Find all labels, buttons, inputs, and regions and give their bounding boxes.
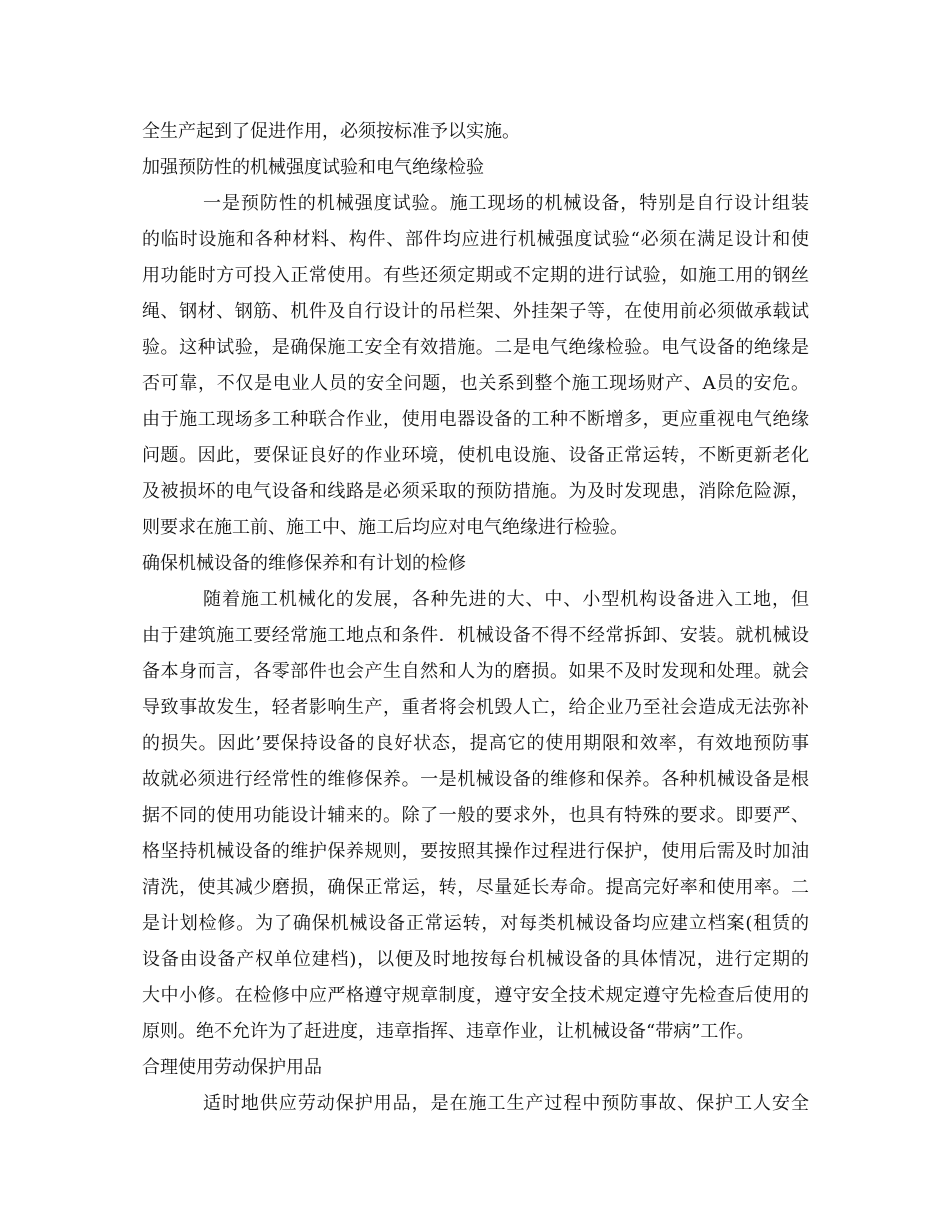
body-line: 及被损坏的电气设备和线路是必须采取的预防措施。为及时发现患，消除危险源， (142, 481, 809, 502)
body-line: 清洗，使其减少磨损，确保正常运，转，尽量延长寿命。提高完好率和使用率。二 (142, 877, 809, 898)
body-line: 问题。因此，要保证良好的作业环境，使机电设施、设备正常运转，不断更新老化 (142, 445, 809, 466)
body-line: 导致事故发生，轻者影响生产，重者将会机毁人亡，给企业乃至社会造成无法弥补 (142, 697, 809, 718)
body-line: 故就必须进行经常性的维修保养。一是机械设备的维修和保养。各种机械设备是根 (142, 769, 809, 790)
body-line: 随着施工机械化的发展，各种先进的大、中、小型机构设备进入工地，但 (203, 589, 809, 610)
section-heading: 确保机械设备的维修保养和有计划的检修 (142, 553, 466, 574)
body-line: 设备由设备产权单位建档)，以便及时地按每台机械设备的具体情况，进行定期的 (142, 949, 809, 970)
section-heading: 加强预防性的机械强度试验和电气绝缘检验 (142, 157, 484, 178)
body-line: 由于建筑施工要经常施工地点和条件．机械设备不得不经常拆卸、安装。就机械设 (142, 625, 809, 646)
body-line: 否可靠，不仅是电业人员的安全问题，也关系到整个施工现场财产、A员的安危。 (142, 373, 809, 394)
body-line: 一是预防性的机械强度试验。施工现场的机械设备，特别是自行设计组装 (203, 193, 809, 214)
body-line: 原则。绝不允许为了赶进度，违章指挥、违章作业，让机械设备“带病”工作。 (142, 1021, 755, 1042)
body-line: 绳、钢材、钢筋、机件及自行设计的吊栏架、外挂架子等，在使用前必须做承载试 (142, 301, 809, 322)
body-line: 用功能时方可投入正常使用。有些还须定期或不定期的进行试验，如施工用的钢丝 (142, 265, 809, 286)
body-line: 的损失。因此’要保持设备的良好状态，提高它的使用期限和效率，有效地预防事 (142, 733, 809, 754)
body-line: 验。这种试验，是确保施工安全有效措施。二是电气绝缘检验。电气设备的绝缘是 (142, 337, 809, 358)
body-line: 由于施工现场多工种联合作业，使用电器设备的工种不断增多，更应重视电气绝缘 (142, 409, 809, 430)
body-line: 备本身而言，各零部件也会产生自然和人为的磨损。如果不及时发现和处理。就会 (142, 661, 809, 682)
body-line: 全生产起到了促进作用，必须按标准予以实施。 (142, 121, 520, 142)
section-heading: 合理使用劳动保护用品 (142, 1057, 322, 1078)
body-line: 据不同的使用功能设计辅来的。除了一般的要求外，也具有特殊的要求。即要严、 (142, 805, 809, 826)
body-line: 则要求在施工前、施工中、施工后均应对电气绝缘进行检验。 (142, 517, 628, 538)
body-line: 适时地供应劳动保护用品，是在施工生产过程中预防事故、保护工人安全 (203, 1093, 809, 1114)
body-line: 是计划检修。为了确保机械设备正常运转，对每类机械设备均应建立档案(租赁的 (142, 913, 809, 934)
body-line: 格坚持机械设备的维护保养规则，要按照其操作过程进行保护，使用后需及时加油 (142, 841, 809, 862)
body-line: 大中小修。在检修中应严格遵守规章制度，遵守安全技术规定遵守先检查后使用的 (142, 985, 809, 1006)
body-line: 的临时设施和各种材料、构件、部件均应进行机械强度试验“必须在满足设计和使 (142, 229, 809, 250)
